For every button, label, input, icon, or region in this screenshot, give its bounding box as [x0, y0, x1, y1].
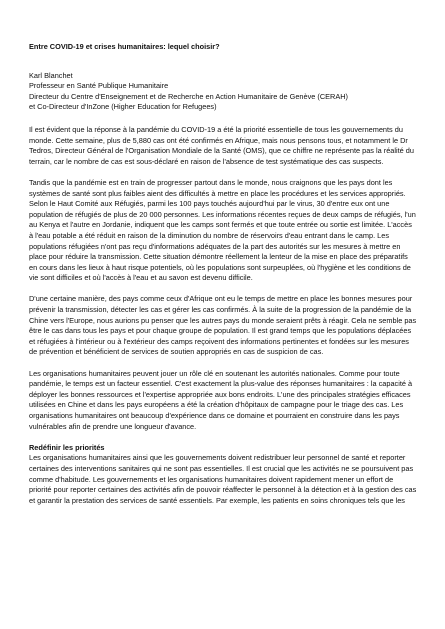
section-paragraph: Les organisations humanitaires ainsi que les gouvernements doivent redistribuer leur personnel de santé et reporter certaines des interventions sanitaires qui ne sont pas essentielles. Il est crucial que les activités ne se poursuivent pas comme d'habitude. Les gouvernements et les organisations humanitaires doivent rapidement mener un effort de priorité pour reporter certaines des activités afin de pouvoir réaffecter le personnel à la détection et à la gestion des cas et garantir la prestation des services de santé essentiels. Par exemple, les patients en soins chroniques tels que les: [29, 453, 417, 505]
document-title: Entre COVID-19 et crises humanitaires: lequel choisir?: [29, 42, 220, 51]
author-block: [29, 71, 417, 113]
paragraph-1: Il est évident que la réponse à la pandémie du COVID-19 a été la priorité essentielle de tous les gouvernements du monde. Cette semaine, plus de 5,880 cas ont été confirmés en Afrique, mais nous pensons tous, et notamment le Dr Tedros, Directeur Général de l'Organisation Mondiale de la Santé (OMS), que ce chiffre ne représente pas la réalité du terrain, car le nombre de cas est sous-déclaré en raison de l'absence de test systématique des cas suspects.: [29, 124, 414, 166]
author-title-line-2: Directeur du Centre d'Enseignement et de Recherche en Action Humanitaire de Genève (CERAH): [29, 91, 348, 101]
author-name: Karl Blanchet: [29, 70, 73, 80]
section-title: Redéfinir les priorités: [29, 442, 105, 452]
paragraph-2: Tandis que la pandémie est en train de progresser partout dans le monde, nous craignons que les pays dont les systèmes de santé sont plus faibles aient des difficultés à mettre en place les procédures et les services appropriés. Selon le Haut Comité aux Réfugiés, parmi les 100 pays touchés aujourd'hui par le virus, 30 d'entre eux ont une population de réfugiés de plus de 20 000 personnes. Les informations récentes reçues de deux camps de réfugiés, l'un au Kenya et l'autre en Jordanie, indiquent que les camps sont fermés et que toute entrée ou sortie est limitée. L'accès à l'eau potable a été réduit en raison de la diminution du nombre de réservoirs d'eau entrant dans le camp. Les populations réfugiées n'ont pas reçu d'informations adéquates de la part des autorités sur les mesures à mettre en place pour réduire la transmission. Cette situation démontre réellement la lenteur de la mise en place des préparatifs en cours dans les lieux à haut risque potentiels, où les populations sont surpeuplées, où l'hygiène et les conditions de vie sont difficiles et où l'accès à l'eau et au savon est devenu difficile.: [29, 177, 416, 283]
author-spacer: [29, 113, 417, 125]
paragraph-3: D'une certaine manière, des pays comme ceux d'Afrique ont eu le temps de mettre en place les bonnes mesures pour prévenir la transmission, détecter les cas et gérer les cas confirmés. À la suite de la progression de la pandémie de la Chine vers l'Europe, nous aurions pu penser que les autres pays du monde seraient prêts à réagir. Cela ne semble pas être le cas dans tous les pays et pour chaque groupe de population. Il est grand temps que les populations déplacées et réfugiées à l'intérieur ou à l'extérieur des camps reçoivent des informations pertinentes et fondées sur les mesures de prévention et bénéficient de services de soutien appropriés en cas de suspicion de cas.: [29, 294, 417, 357]
author-title-line-3: et Co-Directeur d'InZone (Higher Education for Refugees): [29, 102, 217, 112]
title-spacer: [29, 53, 417, 71]
author-title-line-1: Professeur en Santé Publique Humanitaire: [29, 81, 169, 91]
paragraph-4: Les organisations humanitaires peuvent jouer un rôle clé en soutenant les autorités nationales. Comme pour toute pandémie, le temps est un facteur essentiel. C'est exactement la plus-value des réponses humanitaires : la capacité à déployer les bonnes ressources et l'expertise appropriée aux bons endroits. L'une des principales stratégies efficaces utilisées en Chine et dans les pays européens a été la création d'hôpitaux de campagne pour le triage des cas. Les organisations humanitaires ont beaucoup d'expérience dans ce domaine et pourraient en construire dans les pays vulnérables afin de prendre une longueur d'avance.: [29, 368, 413, 431]
